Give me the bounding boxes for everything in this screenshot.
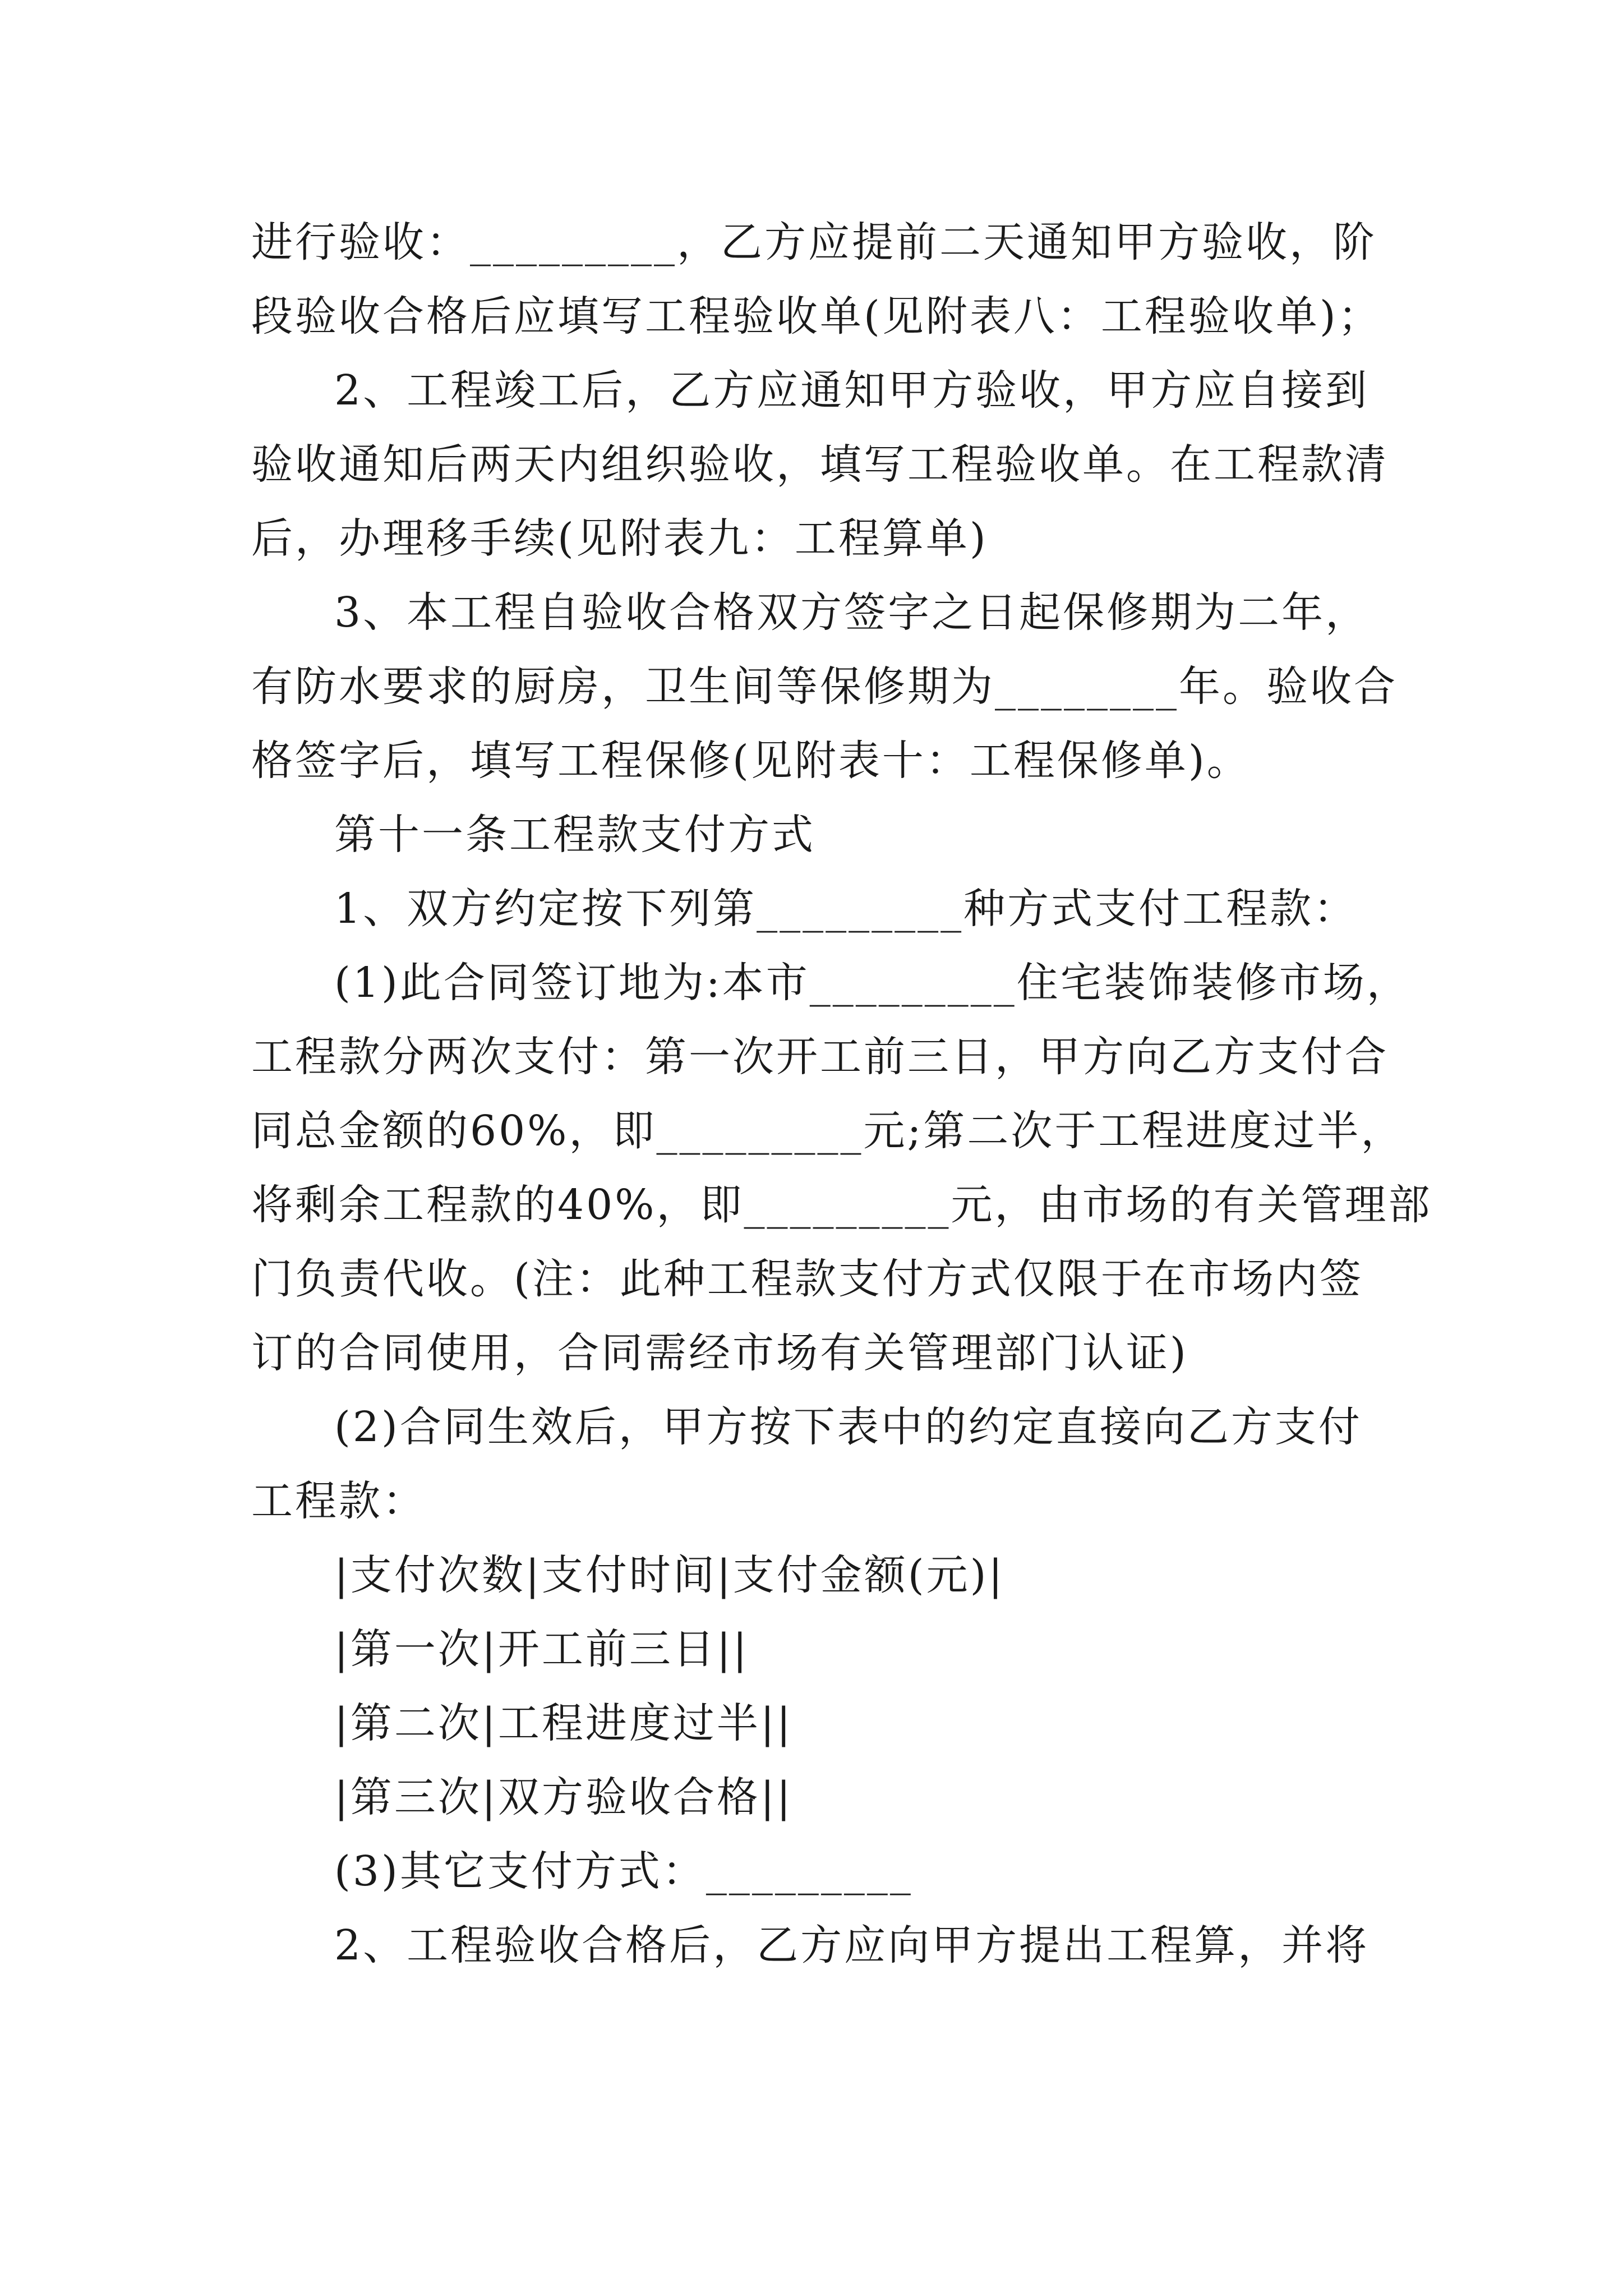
- text-line-11: (1)此合同签订地为:本市_________住宅装饰装修市场，: [334, 959, 1410, 1007]
- text-line-3: 2、工程竣工后，乙方应通知甲方验收，甲方应自接到: [334, 366, 1370, 415]
- text-line-16: 订的合同使用，合同需经市场有关管理部门认证): [251, 1329, 1188, 1377]
- text-line-5: 后，办理移手续(见附表九：工程算单): [251, 514, 988, 563]
- payment-table-row: |第二次|工程进度过半||: [334, 1699, 793, 1747]
- text-line-15: 门负责代收。(注：此种工程款支付方式仅限于在市场内签: [251, 1255, 1363, 1303]
- payment-table-header: |支付次数|支付时间|支付金额(元)|: [334, 1551, 1005, 1599]
- text-line-8: 格签字后，填写工程保修(见附表十：工程保修单)。: [251, 737, 1251, 785]
- text-line-4: 验收通知后两天内组织验收，填写工程验收单。在工程款清: [251, 440, 1389, 489]
- text-line-13: 同总金额的60%，即_________元;第二次于工程进度过半，: [251, 1107, 1405, 1155]
- text-line-14: 将剩余工程款的40%，即_________元，由市场的有关管理部: [251, 1181, 1432, 1229]
- payment-table-row: |第一次|开工前三日||: [334, 1625, 749, 1673]
- text-line-10: 1、双方约定按下列第_________种方式支付工程款：: [334, 885, 1358, 933]
- text-line-7: 有防水要求的厨房，卫生间等保修期为________年。验收合: [251, 662, 1398, 711]
- text-line-6: 3、本工程自验收合格双方签字之日起保修期为二年，: [334, 588, 1370, 637]
- section-heading: 第十一条工程款支付方式: [334, 811, 815, 859]
- text-line-1: 进行验收：_________，乙方应提前二天通知甲方验收，阶: [251, 218, 1377, 266]
- text-line-24: 2、工程验收合格后，乙方应向甲方提出工程算，并将: [334, 1921, 1370, 1970]
- text-line-12: 工程款分两次支付：第一次开工前三日，甲方向乙方支付合: [251, 1033, 1389, 1081]
- payment-table-row: |第三次|双方验收合格||: [334, 1773, 793, 1821]
- text-line-23: (3)其它支付方式：_________: [334, 1847, 913, 1895]
- text-line-17: (2)合同生效后，甲方按下表中的约定直接向乙方支付: [334, 1403, 1362, 1451]
- text-line-2: 段验收合格后应填写工程验收单(见附表八：工程验收单)；: [251, 292, 1382, 341]
- text-line-18: 工程款：: [251, 1477, 426, 1525]
